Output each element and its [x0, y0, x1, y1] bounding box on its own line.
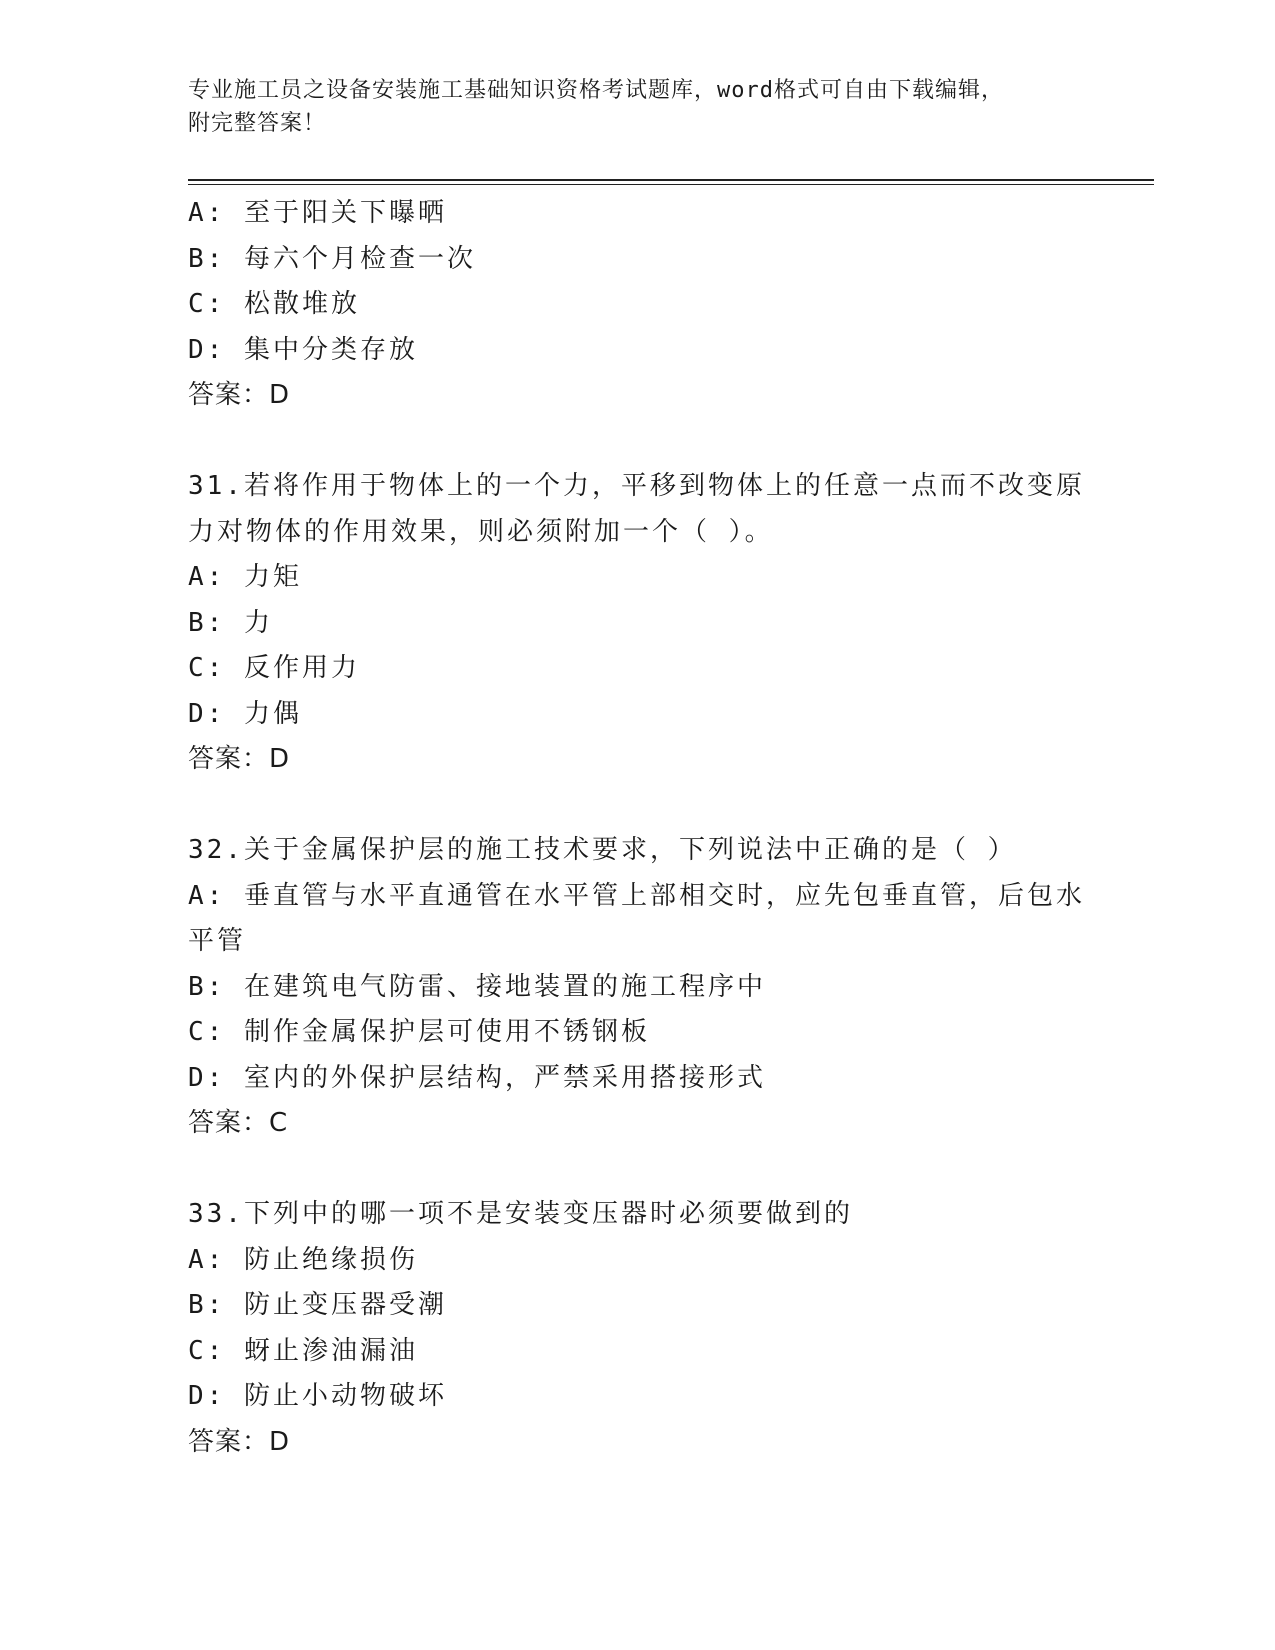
- option-a: A: 垂直管与水平直通管在水平管上部相交时，应先包垂直管，后包水: [188, 880, 1085, 911]
- option-d: D: 集中分类存放: [188, 334, 418, 365]
- option-b: B: 在建筑电气防雷、接地装置的施工程序中: [188, 971, 766, 1002]
- option-c: C: 蚜止渗油漏油: [188, 1335, 418, 1366]
- answer-line: 答案：C: [188, 1108, 289, 1138]
- spacer: [188, 1147, 1088, 1193]
- header-divider-thick: [188, 179, 1154, 181]
- option-d: D: 防止小动物破坏: [188, 1381, 447, 1411]
- option-b: B: 防止变压器受潮: [188, 1290, 447, 1320]
- option-b: B: 力: [188, 607, 273, 638]
- option-d: D: 力偶: [188, 698, 302, 729]
- option-b: B: 每六个月检查一次: [188, 243, 476, 274]
- option-a: A: 防止绝缘损伤: [188, 1244, 418, 1275]
- document-header: [188, 74, 1088, 140]
- answer-line: 答案：D: [188, 744, 291, 774]
- question-stem: 31.若将作用于物体上的一个力，平移到物体上的任意一点而不改变原: [188, 471, 1085, 501]
- option-a: A: 至于阳关下曝晒: [188, 198, 447, 228]
- option-c: C: 松散堆放: [188, 289, 360, 319]
- question-31: [188, 464, 1088, 783]
- option-d: D: 室内的外保护层结构，严禁采用搭接形式: [188, 1062, 766, 1093]
- spacer: [188, 783, 1088, 829]
- header-line-1: 专业施工员之设备安装施工基础知识资格考试题库，word格式可自由下载编辑，: [188, 78, 1004, 103]
- option-a: A: 力矩: [188, 562, 302, 592]
- question-list: [188, 191, 1088, 1465]
- question-stem: 33.下列中的哪一项不是安装变压器时必须要做到的: [188, 1199, 853, 1229]
- option-a-cont: 平管: [188, 926, 247, 956]
- question-stem: 32.关于金属保护层的施工技术要求，下列说法中正确的是（ ）: [188, 835, 1017, 865]
- spacer: [188, 419, 1088, 465]
- question-33: [188, 1192, 1088, 1465]
- answer-line: 答案：D: [188, 380, 291, 410]
- question-stem-cont: 力对物体的作用效果，则必须附加一个（ ）。: [188, 516, 774, 547]
- answer-line: 答案：D: [188, 1426, 291, 1457]
- header-divider-thin: [188, 184, 1154, 185]
- option-c: C: 反作用力: [188, 653, 360, 683]
- question-block-prev: [188, 191, 1088, 419]
- question-32: [188, 828, 1088, 1147]
- header-line-2: 附完整答案！: [188, 111, 327, 136]
- option-c: C: 制作金属保护层可使用不锈钢板: [188, 1017, 650, 1047]
